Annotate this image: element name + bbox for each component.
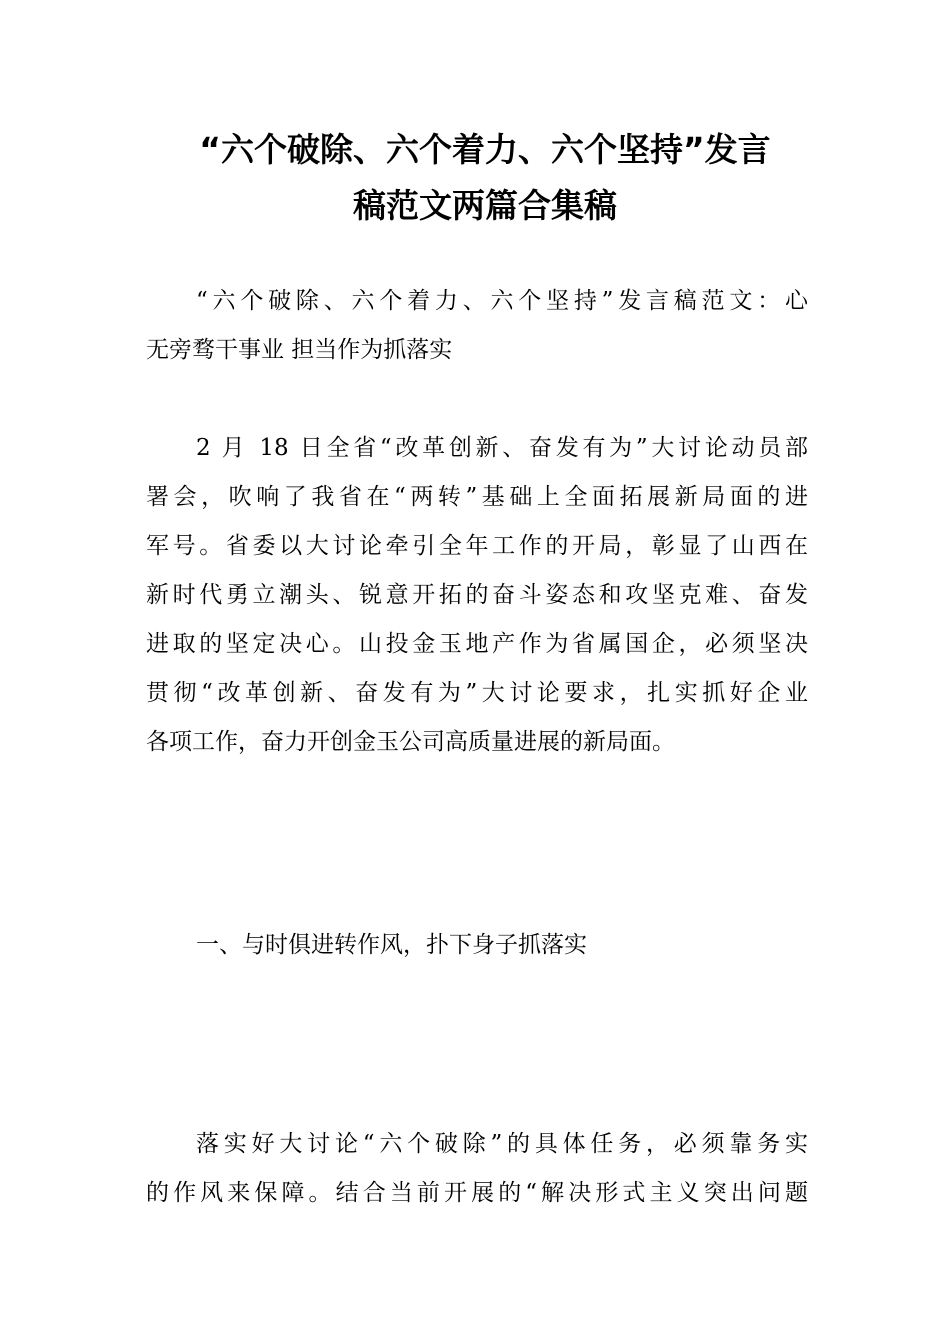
body-paragraph-2: [146, 1120, 808, 1218]
subtitle-line: “六个破除、六个着力、六个坚持”发言稿范文：心: [196, 288, 808, 314]
section-heading: [146, 921, 808, 970]
title-line: “六个破除、六个着力、六个坚持”发言: [199, 130, 771, 169]
paragraph-line: 的作风来保障。结合当前开展的“解决形式主义突出问题: [146, 1180, 808, 1206]
paragraph-line: 贯彻“改革创新、奋发有为”大讨论要求，扎实抓好企业: [146, 680, 808, 706]
paragraph-line: 署会，吹响了我省在“两转”基础上全面拓展新局面的进: [146, 484, 808, 510]
paragraph-line: 进取的坚定决心。山投金玉地产作为省属国企，必须坚决: [146, 631, 808, 657]
paragraph-line: 新时代勇立潮头、锐意开拓的奋斗姿态和攻坚克难、奋发: [146, 582, 808, 608]
section-heading-text: 一、与时俱进转作风，扑下身子抓落实: [196, 932, 587, 958]
body-paragraph-1: [146, 424, 808, 767]
paragraph-line: 落实好大讨论“六个破除”的具体任务，必须靠务实: [196, 1131, 808, 1157]
subtitle-line: 无旁骛干事业 担当作为抓落实: [146, 337, 453, 363]
subtitle-paragraph: [146, 277, 808, 375]
paragraph-line: 2 月 18 日全省“改革创新、奋发有为”大讨论动员部: [196, 435, 808, 461]
paragraph-line: 军号。省委以大讨论牵引全年工作的开局，彰显了山西在: [146, 533, 808, 559]
paragraph-line: 各项工作，奋力开创金玉公司高质量进展的新局面。: [146, 729, 675, 755]
document-title: [120, 122, 850, 234]
title-line: 稿范文两篇合集稿: [353, 186, 617, 225]
